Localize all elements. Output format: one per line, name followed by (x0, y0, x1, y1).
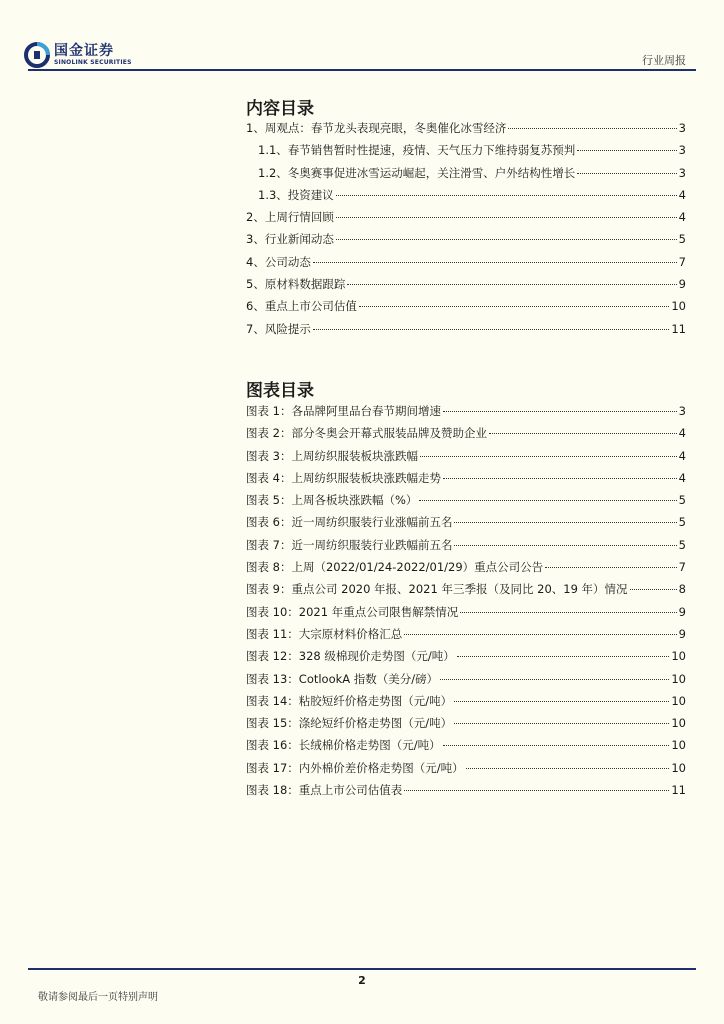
toc-entry-page: 4 (678, 210, 686, 225)
company-logo (24, 40, 132, 70)
figures-title: 图表目录 (246, 381, 314, 401)
figure-entry-page: 5 (678, 515, 686, 530)
figure-entry-text: 图表 4：上周纺织服装板块涨跌幅走势 (246, 470, 441, 485)
report-type: 行业周报 (642, 54, 686, 67)
toc-entry-text: 1.2、冬奥赛事促进冰雪运动崛起，关注滑雪、户外结构性增长 (258, 165, 576, 180)
figure-entry[interactable] (246, 715, 686, 737)
logo-mark-icon (24, 42, 50, 68)
logo-en-text: SINOLINK SECURITIES (54, 59, 132, 66)
dot-leader (440, 679, 669, 680)
dot-leader (336, 239, 677, 240)
page-header (0, 0, 724, 80)
dot-leader (359, 306, 670, 307)
figure-entry-text: 图表 9：重点公司 2020 年报、2021 年三季报（及同比 20、19 年）情况 (246, 582, 628, 597)
figure-entry-page: 11 (671, 783, 686, 798)
footer-divider (28, 968, 696, 970)
figure-entry-page: 4 (678, 470, 686, 485)
figure-entry[interactable] (246, 514, 686, 536)
dot-leader (443, 411, 677, 412)
figure-entry[interactable] (246, 604, 686, 626)
figure-entry-page: 9 (678, 626, 686, 641)
dot-leader (489, 433, 677, 434)
dot-leader (347, 284, 676, 285)
dot-leader (454, 522, 676, 523)
figure-entry[interactable] (246, 648, 686, 670)
figure-entry[interactable] (246, 581, 686, 603)
toc-entry-text: 5、原材料数据跟踪 (246, 277, 346, 292)
toc-entry-page: 3 (678, 143, 686, 158)
dot-leader (545, 567, 676, 568)
figure-entry-text: 图表 1：各品牌阿里品台春节期间增速 (246, 404, 441, 418)
toc-entry-text: 7、风险提示 (246, 321, 311, 336)
dot-leader (419, 500, 676, 501)
dot-leader (420, 456, 677, 457)
figure-entry-text: 图表 13：CotlookA 指数（美分/磅） (246, 671, 439, 686)
figure-entry[interactable] (246, 425, 686, 447)
figure-entry-text: 图表 2：部分冬奥会开幕式服装品牌及赞助企业 (246, 426, 487, 441)
figure-entry-page: 3 (678, 404, 686, 418)
dot-leader (336, 217, 677, 218)
figure-entry-page: 5 (678, 537, 686, 552)
figure-entry-text: 图表 10：2021 年重点公司限售解禁情况 (246, 604, 459, 619)
figure-entry[interactable] (246, 671, 686, 693)
toc-entry[interactable] (246, 187, 686, 209)
figure-entry-page: 10 (671, 760, 686, 775)
figure-entry-text: 图表 16：长绒棉价格走势图（元/吨） (246, 738, 441, 753)
dot-leader (443, 745, 670, 746)
figure-entry-page: 10 (671, 738, 686, 753)
figure-entry-page: 4 (678, 426, 686, 441)
dot-leader (313, 329, 670, 330)
dot-leader (404, 634, 676, 635)
toc-entry-text: 1.1、春节销售暂时性提速，疫情、天气压力下维持弱复苏预判 (258, 143, 576, 158)
toc-entry[interactable] (246, 165, 686, 187)
toc-entry[interactable] (246, 231, 686, 253)
figure-entry-text: 图表 12：328 级棉现价走势图（元/吨） (246, 649, 455, 664)
toc-entry-text: 3、行业新闻动态 (246, 232, 334, 247)
dot-leader (577, 173, 676, 174)
dot-leader (460, 612, 676, 613)
figure-entry-page: 5 (678, 493, 686, 508)
figure-entry-page: 10 (671, 716, 686, 731)
toc-entry-text: 4、公司动态 (246, 254, 311, 269)
toc-entry-page: 7 (678, 254, 686, 269)
figure-entry[interactable] (246, 470, 686, 492)
toc-entry-page: 9 (678, 277, 686, 292)
figure-entry-page: 10 (671, 693, 686, 708)
page-number: 2 (358, 974, 366, 987)
figure-entry-page: 10 (671, 671, 686, 686)
dot-leader (466, 768, 670, 769)
figure-entry-text: 图表 14：粘胶短纤价格走势图（元/吨） (246, 693, 453, 708)
figure-entry-page: 9 (678, 604, 686, 619)
figure-entry-text: 图表 18：重点上市公司估值表 (246, 783, 403, 798)
figure-entry-text: 图表 8：上周（2022/01/24-2022/01/29）重点公司公告 (246, 560, 544, 575)
dot-leader (454, 723, 669, 724)
toc-entry[interactable] (246, 321, 686, 343)
dot-leader (454, 701, 669, 702)
toc-entry-text: 1、周观点：春节龙头表现亮眼，冬奥催化冰雪经济 (246, 121, 507, 135)
figure-entry-page: 8 (678, 582, 686, 597)
figure-entry[interactable] (246, 737, 686, 759)
figure-entry-text: 图表 3：上周纺织服装板块涨跌幅 (246, 448, 418, 463)
logo-cn-text: 国金证券 (54, 43, 114, 59)
figure-entry[interactable] (246, 626, 686, 648)
figure-entry-text: 图表 11：大宗原材料价格汇总 (246, 626, 403, 641)
figure-entry[interactable] (246, 403, 686, 425)
toc-entry-text: 1.3、投资建议 (258, 187, 334, 202)
header-divider (28, 69, 696, 71)
figure-entry[interactable] (246, 760, 686, 782)
toc-entry-page: 3 (678, 165, 686, 180)
toc-entry-page: 11 (671, 321, 686, 336)
toc-entry[interactable] (246, 276, 686, 298)
figure-entry-text: 图表 17：内外棉价差价格走势图（元/吨） (246, 760, 464, 775)
toc-entry-text: 6、重点上市公司估值 (246, 299, 357, 314)
figure-entry-text: 图表 6：近一周纺织服装行业涨幅前五名 (246, 515, 453, 530)
figure-entry[interactable] (246, 537, 686, 559)
figure-entry[interactable] (246, 559, 686, 581)
dot-leader (313, 262, 677, 263)
dot-leader (508, 128, 676, 129)
figure-entry-text: 图表 15：涤纶短纤价格走势图（元/吨） (246, 716, 453, 731)
toc-list (246, 120, 686, 343)
toc-entry-page: 3 (678, 121, 686, 135)
figures-list (246, 403, 686, 804)
toc-entry[interactable] (246, 209, 686, 231)
dot-leader (336, 195, 677, 196)
figure-entry-page: 4 (678, 448, 686, 463)
figure-entry[interactable] (246, 693, 686, 715)
figure-entry[interactable] (246, 782, 686, 804)
figure-entry[interactable] (246, 448, 686, 470)
toc-entry[interactable] (246, 120, 686, 142)
toc-entry-page: 4 (678, 187, 686, 202)
toc-entry[interactable] (246, 142, 686, 164)
dot-leader (630, 589, 677, 590)
dot-leader (457, 656, 670, 657)
figure-entry-text: 图表 5：上周各板块涨跌幅（%） (246, 493, 418, 508)
dot-leader (454, 545, 676, 546)
figure-entry-page: 7 (678, 560, 686, 575)
dot-leader (404, 790, 669, 791)
toc-title: 内容目录 (246, 99, 314, 119)
dot-leader (443, 478, 677, 479)
toc-entry-text: 2、上周行情回顾 (246, 210, 334, 225)
toc-entry[interactable] (246, 254, 686, 276)
figure-entry-text: 图表 7：近一周纺织服装行业跌幅前五名 (246, 537, 453, 552)
figure-entry[interactable] (246, 492, 686, 514)
toc-entry-page: 5 (678, 232, 686, 247)
figure-entry-page: 10 (671, 649, 686, 664)
dot-leader (577, 150, 676, 151)
toc-entry[interactable] (246, 298, 686, 320)
toc-entry-page: 10 (671, 299, 686, 314)
disclaimer-text: 敬请参阅最后一页特别声明 (38, 992, 158, 1003)
